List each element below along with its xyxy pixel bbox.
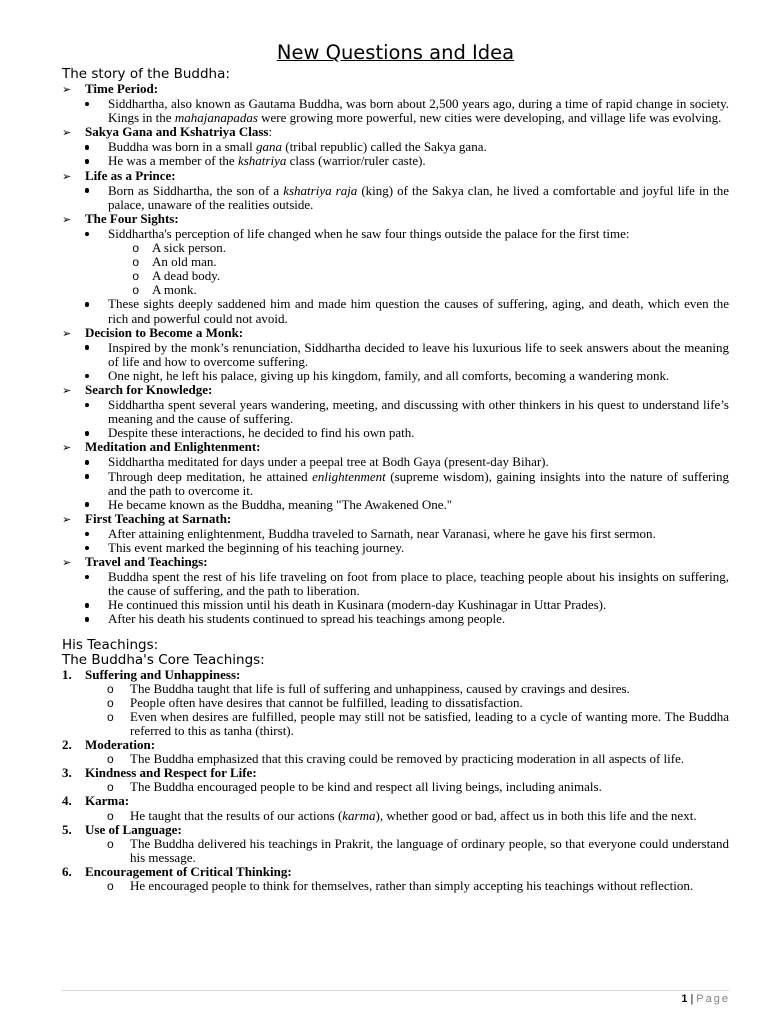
bullet-marker bbox=[62, 612, 108, 626]
bullet-marker bbox=[62, 398, 108, 412]
bullet-list bbox=[62, 97, 729, 125]
arrow-bullet-icon: ➢ bbox=[62, 441, 72, 455]
teaching-item bbox=[62, 809, 729, 823]
bullet-list bbox=[62, 455, 729, 511]
bullet-dot-icon bbox=[85, 188, 90, 193]
arrow-bullet-icon: ➢ bbox=[62, 83, 72, 96]
sub-list-item-text: An old man. bbox=[152, 254, 217, 270]
section-title: Time Period: bbox=[85, 81, 159, 96]
arrow-bullet-icon: ➢ bbox=[62, 212, 72, 226]
list-item-text: After his death his students continued to spread his teachings among people. bbox=[108, 611, 506, 627]
arrow-bullet-icon: ➢ bbox=[62, 126, 72, 140]
arrow-bullet-icon: ➢ bbox=[62, 326, 72, 340]
list-item bbox=[62, 154, 729, 168]
list-item-text: Siddhartha spent several years wandering, meeting, and discussing with other thinkers in his quest to understand life’s meaning and the cause of suffering. bbox=[108, 397, 729, 427]
list-item-text: These sights deeply saddened him and made him question the causes of suffering, aging, and death, which even the rich and powerful could not avoid. bbox=[108, 296, 729, 326]
arrow-bullet-icon: ➢ bbox=[62, 169, 72, 183]
bullet-marker bbox=[62, 341, 108, 355]
document-title: New Questions and Idea bbox=[276, 41, 515, 64]
section-heading bbox=[62, 169, 729, 184]
sub-list-item bbox=[62, 283, 729, 297]
teaching-heading bbox=[62, 766, 729, 780]
teaching-number: 4. bbox=[62, 793, 72, 809]
list-item-text: After attaining enlightenment, Buddha traveled to Sarnath, near Varanasi, where he gave his first sermon. bbox=[108, 525, 656, 541]
list-item-text: One night, he left his palace, giving up his kingdom, family, and all comforts, becoming a wandering monk. bbox=[108, 367, 670, 383]
teaching-list bbox=[62, 682, 729, 738]
sub-list-item-text: A sick person. bbox=[152, 240, 227, 256]
list-item bbox=[62, 297, 729, 325]
teaching-number: 2. bbox=[62, 737, 72, 753]
teaching-item bbox=[62, 710, 729, 738]
teaching-heading bbox=[62, 794, 729, 808]
bullet-marker bbox=[62, 498, 108, 512]
bullet-list bbox=[62, 527, 729, 555]
teaching-item bbox=[62, 837, 729, 865]
italic-term: karma bbox=[342, 807, 376, 823]
bullet-dot-icon bbox=[85, 345, 90, 350]
bullet-dot-icon bbox=[85, 502, 90, 507]
teaching-item-text: People often have desires that cannot be fulfilled, leading to dissatisfaction. bbox=[130, 694, 523, 710]
bullet-list bbox=[62, 341, 729, 383]
sub-bullet-marker: o bbox=[132, 283, 139, 298]
arrow-bullet-icon: ➢ bbox=[62, 383, 72, 397]
list-item bbox=[62, 97, 729, 125]
list-item bbox=[62, 426, 729, 440]
teaching-item-text: The Buddha delivered his teachings in Prakrit, the language of ordinary people, so that everyone could understand his message. bbox=[130, 835, 729, 865]
bullet-list bbox=[62, 570, 729, 626]
sub-bullet-marker: o bbox=[107, 780, 114, 795]
sub-list-item bbox=[62, 241, 729, 255]
footer-separator: | bbox=[690, 993, 694, 1005]
teachings-heading: His Teachings: bbox=[62, 636, 159, 653]
teaching-title: Use of Language: bbox=[85, 821, 182, 837]
list-item bbox=[62, 570, 729, 598]
bullet-list bbox=[62, 184, 729, 212]
sub-bullet-marker: o bbox=[107, 808, 114, 823]
teaching-item bbox=[62, 780, 729, 794]
bullet-dot-icon bbox=[85, 232, 90, 237]
teaching-number: 5. bbox=[62, 821, 72, 837]
teaching-heading bbox=[62, 865, 729, 879]
teaching-title: Moderation: bbox=[85, 737, 156, 753]
section-heading bbox=[62, 326, 729, 341]
bullet-list bbox=[62, 140, 729, 168]
teaching-item-text: Even when desires are fulfilled, people may still not be satisfied, leading to a cycle of wanting more. The Buddha referred to this as tanha (thirst). bbox=[130, 708, 729, 738]
sub-list-item-text: A monk. bbox=[152, 282, 197, 298]
bullet-marker bbox=[62, 140, 108, 154]
teaching-title: Suffering and Unhappiness: bbox=[85, 666, 241, 682]
bullet-marker bbox=[62, 455, 108, 469]
section-title: First Teaching at Sarnath: bbox=[85, 510, 232, 526]
section-heading bbox=[62, 555, 729, 570]
section-title: Meditation and Enlightenment: bbox=[85, 439, 261, 455]
bullet-marker bbox=[62, 369, 108, 383]
sub-bullet-marker: o bbox=[132, 241, 139, 256]
list-item-text: He was a member of the kshatriya class (warrior/ruler caste). bbox=[108, 153, 426, 169]
arrow-bullet-icon: ➢ bbox=[62, 556, 72, 570]
section-title-suffix: : bbox=[268, 124, 273, 140]
bullet-dot-icon bbox=[85, 603, 90, 608]
section-heading bbox=[62, 383, 729, 398]
section-heading bbox=[62, 125, 729, 140]
list-item bbox=[62, 184, 729, 212]
bullet-marker bbox=[62, 527, 108, 541]
core-teachings-heading: The Buddha's Core Teachings: bbox=[62, 651, 265, 668]
teaching-item bbox=[62, 696, 729, 710]
bullet-dot-icon bbox=[85, 431, 90, 436]
teaching-list bbox=[62, 837, 729, 865]
bullet-marker bbox=[62, 154, 108, 168]
teaching-list bbox=[62, 809, 729, 823]
footer-divider bbox=[62, 990, 729, 991]
bullet-list bbox=[62, 398, 729, 440]
teaching-title: Kindness and Respect for Life: bbox=[85, 765, 257, 781]
bullet-marker bbox=[62, 297, 108, 311]
bullet-dot-icon bbox=[85, 145, 90, 150]
teaching-number: 6. bbox=[62, 863, 72, 879]
section-title: Decision to Become a Monk: bbox=[85, 324, 244, 340]
list-item-text: Inspired by the monk’s renunciation, Siddhartha decided to leave his luxurious life to seek answers about the meaning of life and how to overcome suffering. bbox=[108, 339, 729, 369]
sub-bullet-marker: o bbox=[107, 752, 114, 767]
teaching-item-text: He taught that the results of our actions (karma), whether good or bad, affect us in both this life and the next. bbox=[130, 807, 697, 823]
bullet-marker bbox=[62, 184, 108, 198]
teaching-item-text: The Buddha taught that life is full of suffering and unhappiness, caused by cravings and desires. bbox=[130, 680, 630, 696]
section-heading bbox=[62, 82, 729, 97]
bullet-dot-icon bbox=[85, 575, 90, 580]
bullet-dot-icon bbox=[85, 374, 90, 379]
list-item-text: Buddha spent the rest of his life traveling on foot from place to place, teaching people about his insights on suffering, the cause of suffering, and the path to liberation. bbox=[108, 569, 729, 599]
list-item bbox=[62, 227, 729, 241]
italic-term: enlightenment bbox=[312, 468, 386, 484]
document-page bbox=[62, 40, 729, 893]
list-item-text: Siddhartha's perception of life changed when he saw four things outside the palace for the first time: bbox=[108, 225, 630, 241]
page-label: Page bbox=[696, 993, 730, 1005]
teaching-item-text: The Buddha emphasized that this craving could be removed by practicing moderation in all aspects of life. bbox=[130, 751, 685, 767]
section-title: Travel and Teachings: bbox=[85, 554, 208, 570]
bullet-dot-icon bbox=[85, 532, 90, 537]
bullet-dot-icon bbox=[85, 474, 90, 479]
page-number: 1 bbox=[681, 993, 688, 1005]
list-item-text: Siddhartha, also known as Gautama Buddha, was born about 2,500 years ago, during a time of rapid change in society. Kings in the mahajanapadas were growing more powerful, new cities were developing, and village life was evolving. bbox=[108, 96, 729, 126]
bullet-marker bbox=[62, 570, 108, 584]
sub-list-item bbox=[62, 255, 729, 269]
page-footer bbox=[681, 993, 730, 1005]
list-item bbox=[62, 341, 729, 369]
section-heading bbox=[62, 440, 729, 455]
bullet-marker bbox=[62, 97, 108, 111]
list-item bbox=[62, 598, 729, 612]
list-item-text: Despite these interactions, he decided to find his own path. bbox=[108, 425, 415, 441]
list-item bbox=[62, 612, 729, 626]
sub-list-item-text: A dead body. bbox=[152, 268, 221, 284]
bullet-dot-icon bbox=[85, 302, 90, 307]
bullet-dot-icon bbox=[85, 546, 90, 551]
bullet-marker bbox=[62, 541, 108, 555]
sub-bullet-marker: o bbox=[107, 709, 114, 724]
teaching-number: 1. bbox=[62, 666, 72, 682]
list-item bbox=[62, 498, 729, 512]
list-item bbox=[62, 527, 729, 541]
bullet-dot-icon bbox=[85, 403, 90, 408]
bullet-marker bbox=[62, 227, 108, 241]
list-item bbox=[62, 398, 729, 426]
list-item bbox=[62, 541, 729, 555]
bullet-marker bbox=[62, 426, 108, 440]
section-heading bbox=[62, 512, 729, 527]
teaching-item-text: The Buddha encouraged people to be kind and respect all living beings, including animals. bbox=[130, 779, 602, 795]
teaching-item bbox=[62, 879, 729, 893]
teaching-item-text: He encouraged people to think for themselves, rather than simply accepting his teachings without reflection. bbox=[130, 877, 694, 893]
bullet-dot-icon bbox=[85, 102, 90, 107]
list-item-text: Siddhartha meditated for days under a peepal tree at Bodh Gaya (present-day Bihar). bbox=[108, 454, 549, 470]
arrow-bullet-icon: ➢ bbox=[62, 512, 72, 526]
teaching-item bbox=[62, 752, 729, 766]
list-item bbox=[62, 470, 729, 498]
bullet-dot-icon bbox=[85, 460, 90, 465]
list-item-text: This event marked the beginning of his teaching journey. bbox=[108, 540, 405, 555]
teaching-item bbox=[62, 682, 729, 696]
teaching-number: 3. bbox=[62, 765, 72, 781]
bullet-marker bbox=[62, 598, 108, 612]
teaching-list bbox=[62, 752, 729, 766]
sub-bullet-marker: o bbox=[107, 681, 114, 696]
list-item-text: Born as Siddhartha, the son of a kshatriya raja (king) of the Sakya clan, he lived a comfortable and joyful life in the palace, unaware of the realities outside. bbox=[108, 182, 729, 212]
list-item-text: Buddha was born in a small gana (tribal republic) called the Sakya gana. bbox=[108, 139, 487, 155]
teaching-list bbox=[62, 879, 729, 893]
section-title: Sakya Gana and Kshatriya Class bbox=[85, 124, 269, 140]
italic-term: kshatriya bbox=[237, 153, 287, 169]
list-item bbox=[62, 140, 729, 154]
section-heading bbox=[62, 212, 729, 227]
section-title: Life as a Prince: bbox=[85, 167, 176, 183]
italic-term: mahajanapadas bbox=[174, 110, 258, 126]
sub-bullet-marker: o bbox=[107, 878, 114, 893]
story-sections bbox=[62, 82, 729, 627]
section-gap bbox=[62, 627, 729, 638]
core-teachings bbox=[62, 668, 729, 894]
teaching-heading bbox=[62, 738, 729, 752]
list-item-text: He became known as the Buddha, meaning "The Awakened One." bbox=[108, 496, 453, 512]
sub-bullet-marker: o bbox=[107, 836, 114, 851]
teaching-title: Karma: bbox=[85, 793, 130, 809]
list-item bbox=[62, 369, 729, 383]
sub-bullet-marker: o bbox=[107, 695, 114, 710]
list-item-text: He continued this mission until his death in Kusinara (modern-day Kushinagar in Uttar Prades). bbox=[108, 597, 607, 613]
sub-bullet-marker: o bbox=[132, 269, 139, 284]
section-title: Search for Knowledge: bbox=[85, 381, 213, 397]
bullet-dot-icon bbox=[85, 159, 90, 164]
list-item bbox=[62, 455, 729, 469]
bullet-list bbox=[62, 227, 729, 326]
teaching-list bbox=[62, 780, 729, 794]
italic-term: kshatriya raja bbox=[283, 182, 358, 198]
story-heading: The story of the Buddha: bbox=[62, 66, 230, 82]
bullet-marker bbox=[62, 470, 108, 484]
sub-list bbox=[62, 241, 729, 297]
italic-term: gana bbox=[256, 139, 283, 155]
section-title: The Four Sights: bbox=[85, 210, 179, 226]
bullet-dot-icon bbox=[85, 617, 90, 622]
sub-bullet-marker: o bbox=[132, 255, 139, 270]
sub-list-item bbox=[62, 269, 729, 283]
teaching-heading bbox=[62, 668, 729, 682]
list-item-text: Through deep meditation, he attained enlightenment (supreme wisdom), gaining insights into the nature of suffering and the path to overcome it. bbox=[108, 468, 729, 498]
teaching-heading bbox=[62, 823, 729, 837]
teaching-title: Encouragement of Critical Thinking: bbox=[85, 863, 292, 879]
